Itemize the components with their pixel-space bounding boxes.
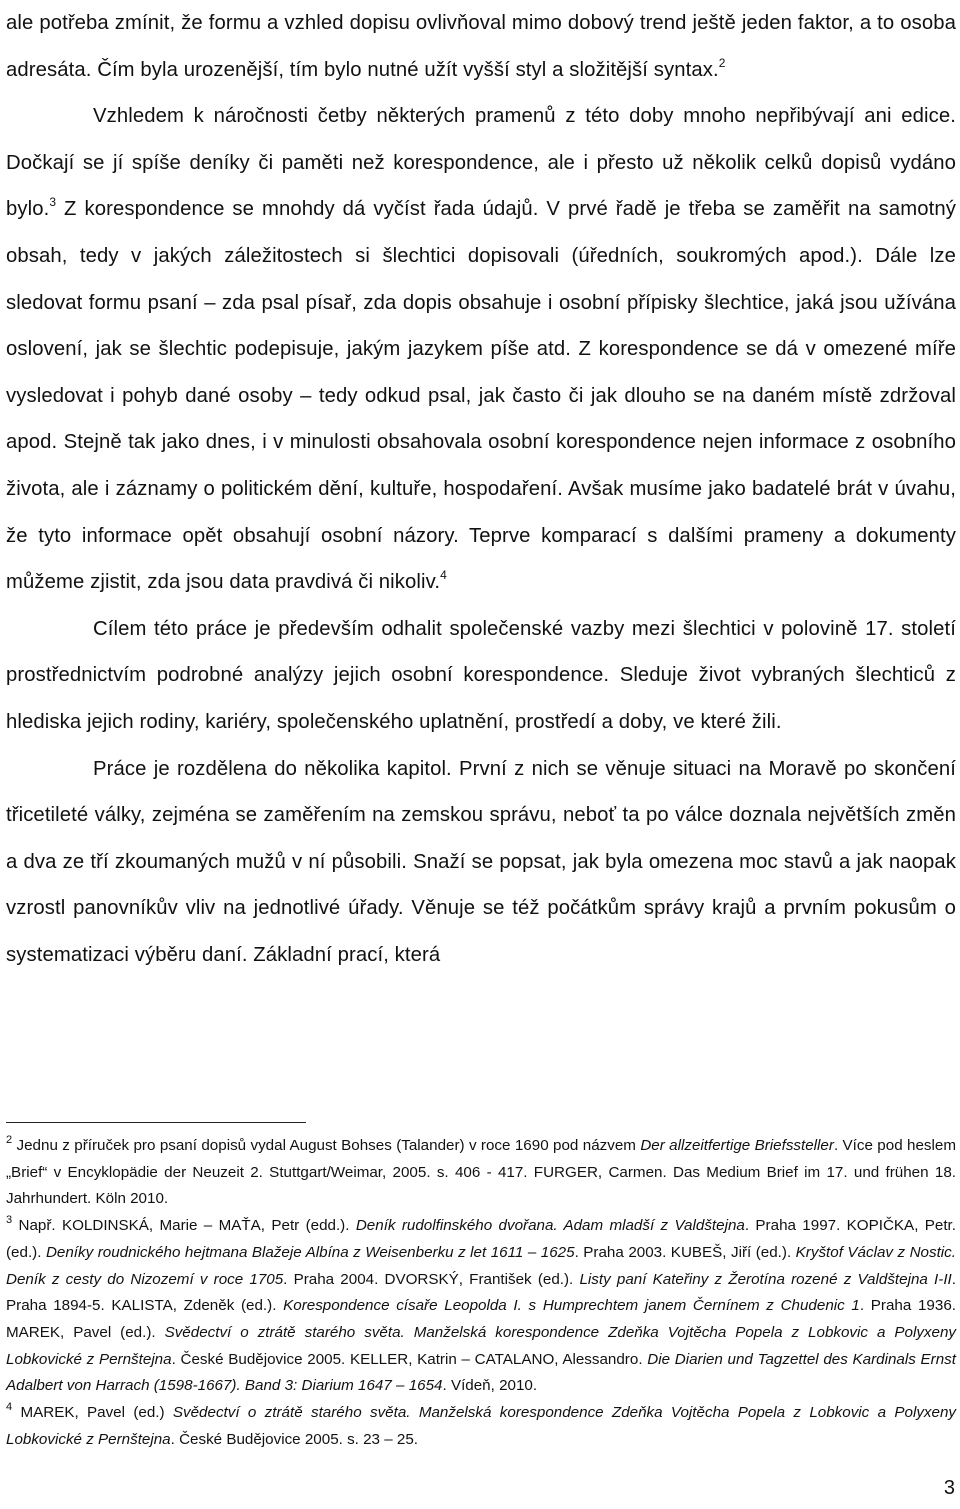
italic-text: Listy paní Kateřiny z Žerotína rozené z Valdštejna I-II: [579, 1270, 952, 1288]
text-run: . České Budějovice 2005. s. 23 – 25.: [170, 1430, 419, 1448]
text-run: . České Budějovice 2005. KELLER, Katrin – CATALANO, Alessandro.: [171, 1350, 648, 1368]
text-run: . Praha 2004. DVORSKÝ, František (ed.).: [283, 1270, 580, 1288]
italic-text: Kryštof Václav z Nostic. Deník z cesty do Nizozemí v roce 1705: [6, 1243, 956, 1288]
text-run: ale potřeba zmínit, že formu a vzhled dopisu ovlivňoval mimo dobový trend ještě jeden faktor, a to osoba adresáta. Čím byla urozenější, tím bylo nutné užít vyšší styl a složitější syntax.: [6, 12, 956, 81]
footnote-separator: [6, 1122, 306, 1123]
footnote-ref: 3: [49, 195, 57, 210]
italic-text: Korespondence císaře Leopolda I. s Humprechtem janem Černínem z Chudenic 1: [283, 1297, 860, 1315]
footnote-ref: 4: [6, 1401, 13, 1414]
text-run: . Praha 1894-5. KALISTA, Zdeněk (ed.).: [6, 1270, 956, 1315]
italic-text: Deník rudolfinského dvořana. Adam mladší z Valdštejna: [355, 1217, 745, 1235]
page-number: 3: [943, 1477, 955, 1499]
text-run: . Praha 1936. MAREK, Pavel (ed.).: [6, 1297, 956, 1341]
body-paragraph: [6, 746, 956, 979]
text-run: . Vídeň, 2010.: [442, 1377, 538, 1395]
body-paragraph: [6, 606, 956, 746]
text-run: . Praha 2003. KUBEŠ, Jiří (ed.).: [574, 1243, 796, 1261]
text-run: Práce je rozdělena do několika kapitol. První z nich se věnuje situaci na Moravě po skončení třicetileté války, zejména se zaměřením na zemskou správu, neboť ta po válce doznala největších změn a dva ze tří zkoumaných mužů v ní působili. Snaží se popsat, jak byla omezena moc stavů a jak naopak vzrostl panovníkův vliv na jednotlivé úřady. Věnuje se též počátkům správy krajů a prvním pokusům o systematizaci výběru daní. Základní prací, která: [6, 757, 956, 966]
footnote: [6, 1400, 956, 1453]
footnote-ref: 4: [440, 568, 447, 583]
text-run: Cílem této práce je především odhalit společenské vazby mezi šlechtici v polovině 17. století prostřednictvím podrobné analýzy jejich osobní korespondence. Sleduje život vybraných šlechticů z hlediska jejich rodiny, kariéry, společenského uplatnění, prostředí a doby, ve které žili.: [6, 617, 956, 733]
footnote-ref: 2: [6, 1134, 13, 1146]
footnote-ref: 2: [718, 55, 726, 70]
text-run: MAREK, Pavel (ed.): [12, 1404, 173, 1422]
footnote: [6, 1213, 956, 1400]
italic-text: Svědectví o ztrátě starého světa. Manželská korespondence Zdeňka Vojtěcha Popela z Lobkovic a Polyxeny Lobkovické z Pernštejna: [6, 1404, 956, 1448]
italic-text: Der allzeitfertige Briefssteller: [640, 1137, 834, 1154]
body-text: [6, 0, 956, 978]
text-run: Např. KOLDINSKÁ, Marie – MAŤA, Petr (edd.).: [12, 1217, 356, 1235]
footnotes: [6, 1133, 956, 1453]
text-run: Vzhledem k náročnosti četby některých pramenů z této doby mnoho nepřibývají ani edice. Dočkají se jí spíše deníky či paměti než korespondence, ale i přesto už několik celků dopisů vydáno bylo.: [6, 105, 956, 221]
text-run: . Více pod heslem „Brief“ v Encyklopädie der Neuzeit 2. Stuttgart/Weimar, 2005. s. 406 - 417. FURGER, Carmen. Das Medium Brief im 17. und frühen 18. Jahrhundert. Köln 2010.: [6, 1137, 956, 1208]
text-run: Jednu z příruček pro psaní dopisů vydal August Bohses (Talander) v roce 1690 pod názvem: [12, 1137, 641, 1154]
footnote: [6, 1133, 956, 1213]
footnote-ref: 3: [6, 1214, 13, 1227]
text-run: . Praha 1997. KOPIČKA, Petr. (ed.).: [6, 1217, 956, 1261]
body-paragraph: [6, 0, 956, 93]
italic-text: Deníky roudnického hejtmana Blažeje Albína z Weisenberku z let 1611 – 1625: [45, 1243, 575, 1261]
text-run: Z korespondence se mnohdy dá vyčíst řada údajů. V prvé řadě je třeba se zaměřit na samotný obsah, tedy v jakých záležitostech si šlechtici dopisovali (úředních, soukromých apod.). Dále lze sledovat formu psaní – zda psal písař, zda dopis obsahuje i osobní přípisky šlechtice, jaká jsou užívána oslovení, jak se šlechtic podepisuje, jakým jazykem píše atd. Z korespondence se dá v omezené míře vysledovat i pohyb dané osoby – tedy odkud psal, jak často či jak dlouho se na daném místě zdržoval apod. Stejně tak jako dnes, i v minulosti obsahovala osobní korespondence nejen informace z osobního života, ale i záznamy o politickém dění, kultuře, hospodaření. Avšak musíme jako badatelé brát v úvahu, že tyto informace opět obsahují osobní názory. Teprve komparací s dalšími prameny a dokumenty můžeme zjistit, zda jsou data pravdivá či nikoliv.: [6, 198, 956, 594]
italic-text: Svědectví o ztrátě starého světa. Manželská korespondence Zdeňka Vojtěcha Popela z Lobkovic a Polyxeny Lobkovické z Pernštejna: [6, 1323, 956, 1368]
italic-text: Die Diarien und Tagzettel des Kardinals Ernst Adalbert von Harrach (1598-1667). Band 3: Diarium 1647 – 1654: [6, 1350, 956, 1395]
body-paragraph: [6, 93, 956, 606]
